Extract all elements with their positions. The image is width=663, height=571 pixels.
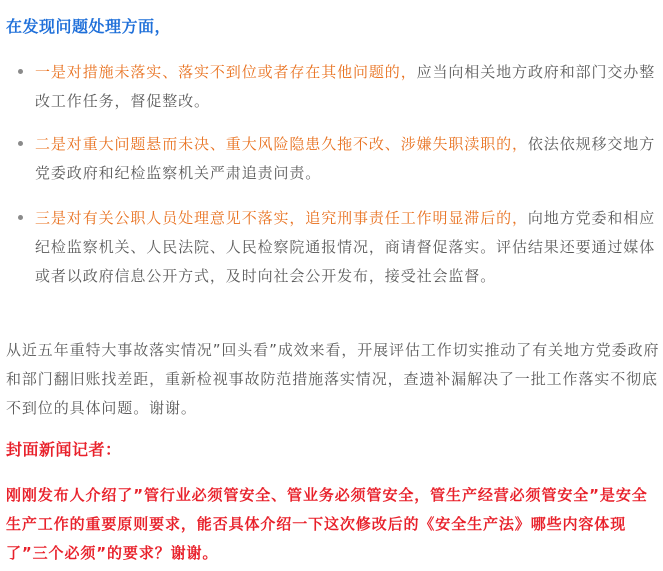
bullet-text: [35, 204, 661, 291]
bullet-dot-icon: [18, 141, 23, 146]
bullet-dot-icon: [18, 69, 23, 74]
summary-paragraph: 从近五年重特大事故落实情况”回头看”成效来看，开展评估工作切实推动了有关地方党委政府和部门翻旧账找差距，重新检视事故防范措施落实情况，查遗补漏解决了一批工作落实不彻底不到位的具体问题。谢谢。: [6, 341, 660, 417]
bullet-highlight: 三是对有关公职人员处理意见不落实，追究刑事责任工作明显滞后的，: [35, 209, 528, 227]
section-heading: 在发现问题处理方面，: [6, 17, 172, 36]
bullet-dot-icon: [18, 215, 23, 220]
reporter-label: 封面新闻记者：: [6, 440, 122, 459]
reporter-question: 刚刚发布人介绍了”管行业必须管安全、管业务必须管安全，管生产经营必须管安全”是安全生产工作的重要原则要求，能否具体介绍一下这次修改后的《安全生产法》哪些内容体现了”三个必须”的要求？谢谢。: [6, 486, 648, 562]
bullet-body: 应当向相关地方政府和部门交办整改工作任务，督促整改。: [35, 63, 656, 110]
bullet-highlight: 二是对重大问题悬而未决、重大风险隐患久拖不改、涉嫌失职渎职的，: [35, 135, 528, 153]
bullet-body: 依法依规移交地方党委政府和纪检监察机关严肃追责问责。: [35, 135, 656, 182]
bullet-text: [35, 130, 661, 188]
bullet-body: 向地方党委和相应纪检监察机关、人民法院、人民检察院通报情况，商请督促落实。评估结果还要通过媒体或者以政府信息公开方式，及时向社会公开发布，接受社会监督。: [35, 209, 656, 285]
bullet-highlight: 一是对措施未落实、落实不到位或者存在其他问题的，: [35, 63, 417, 81]
bullet-text: [35, 58, 661, 116]
